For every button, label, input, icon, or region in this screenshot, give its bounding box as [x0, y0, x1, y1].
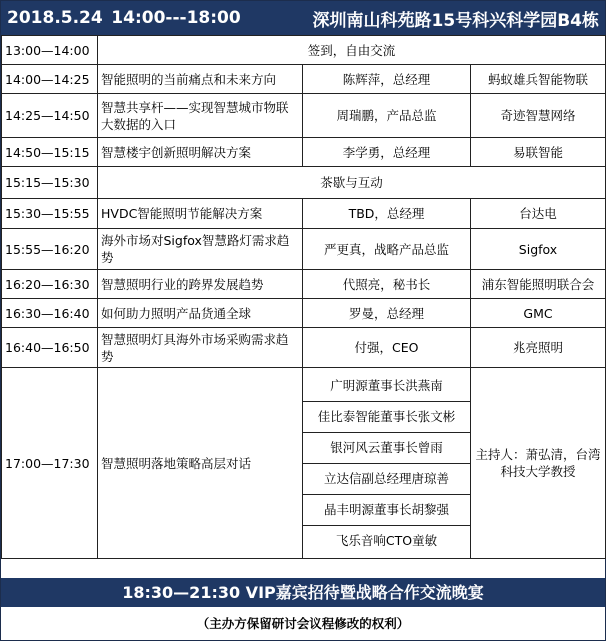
speaker-cell: 周瑞鹏，产品总监 — [303, 94, 471, 138]
table-row — [2, 94, 606, 138]
panelist-item: 立达信副总经理唐琼善 — [303, 464, 470, 495]
org-cell: 蚂蚁雄兵智能物联 — [471, 65, 606, 94]
panelist-item: 飞乐音响CTO童敏 — [335, 532, 438, 548]
time-cell: 16:20—16:30 — [2, 270, 98, 299]
table-row — [2, 328, 606, 368]
table-row — [2, 138, 606, 167]
topic-cell: 智慧共享杆——实现智慧城市物联大数据的入口 — [98, 94, 303, 138]
table-row — [2, 299, 606, 328]
topic-cell: 智慧楼宇创新照明解决方案 — [98, 138, 303, 167]
time-cell: 16:30—16:40 — [2, 299, 98, 328]
topic-cell: 智慧照明落地策略高层对话 — [98, 368, 303, 559]
time-cell: 15:15—15:30 — [2, 167, 98, 199]
panelist-item: 晶丰明源董事长胡黎强 — [303, 495, 470, 526]
org-cell: 兆亮照明 — [471, 328, 606, 368]
time-cell: 15:55—16:20 — [2, 229, 98, 270]
agenda-header — [1, 1, 605, 35]
speaker-cell: 陈辉萍，总经理 — [303, 65, 471, 94]
panelist-item: 佳比泰智能董事长张文彬 — [303, 402, 470, 433]
table-row — [2, 199, 606, 229]
time-cell: 17:00—17:30 — [2, 368, 98, 559]
panelist-list — [303, 368, 471, 559]
speaker-cell: 罗曼，总经理 — [303, 299, 471, 328]
time-cell: 14:25—14:50 — [2, 94, 98, 138]
topic-cell: 智慧照明行业的跨界发展趋势 — [98, 270, 303, 299]
org-cell: GMC — [471, 299, 606, 328]
speaker-cell: 严更真，战略产品总监 — [303, 229, 471, 270]
table-row — [2, 270, 606, 299]
host-cell: 主持人：萧弘清，台湾科技大学教授 — [471, 368, 606, 559]
table-row — [2, 229, 606, 270]
event-venue: 深圳南山科苑路15号科兴科学园B4栋 — [312, 10, 599, 31]
topic-cell: 智慧照明灯具海外市场采购需求趋势 — [98, 328, 303, 368]
panel-row — [2, 368, 606, 559]
banquet-banner: 18:30—21:30 VIP嘉宾招待暨战略合作交流晚宴 — [1, 578, 605, 607]
table-row — [2, 36, 606, 65]
panelist-item: 银河风云董事长曾雨 — [303, 433, 470, 464]
org-cell: 易联智能 — [471, 138, 606, 167]
topic-cell: 智能照明的当前痛点和未来方向 — [98, 65, 303, 94]
topic-cell: 签到，自由交流 — [98, 36, 606, 65]
time-cell: 15:30—15:55 — [2, 199, 98, 229]
time-cell: 13:00—14:00 — [2, 36, 98, 65]
speaker-cell: 付强，CEO — [303, 328, 471, 368]
topic-cell: HVDC智能照明节能解决方案 — [98, 199, 303, 229]
table-row — [2, 167, 606, 199]
time-cell: 16:40—16:50 — [2, 328, 98, 368]
agenda-note: （主办方保留研讨会议程修改的权利） — [1, 607, 605, 640]
org-cell: 奇迹智慧网络 — [471, 94, 606, 138]
topic-cell: 茶歇与互动 — [98, 167, 606, 199]
time-cell: 14:50—15:15 — [2, 138, 98, 167]
topic-cell: 如何助力照明产品货通全球 — [98, 299, 303, 328]
org-cell: 台达电 — [471, 199, 606, 229]
event-date: 2018.5.24 — [7, 8, 103, 28]
agenda-table — [1, 35, 606, 559]
event-time: 14:00---18:00 — [111, 8, 241, 28]
table-row — [2, 65, 606, 94]
panelist-item: 广明源董事长洪燕南 — [303, 371, 470, 402]
time-cell: 14:00—14:25 — [2, 65, 98, 94]
speaker-cell: TBD，总经理 — [303, 199, 471, 229]
org-cell: 浦东智能照明联合会 — [471, 270, 606, 299]
topic-cell: 海外市场对Sigfox智慧路灯需求趋势 — [98, 229, 303, 270]
speaker-cell: 代照亮，秘书长 — [303, 270, 471, 299]
org-cell: Sigfox — [471, 229, 606, 270]
speaker-cell: 李学勇，总经理 — [303, 138, 471, 167]
